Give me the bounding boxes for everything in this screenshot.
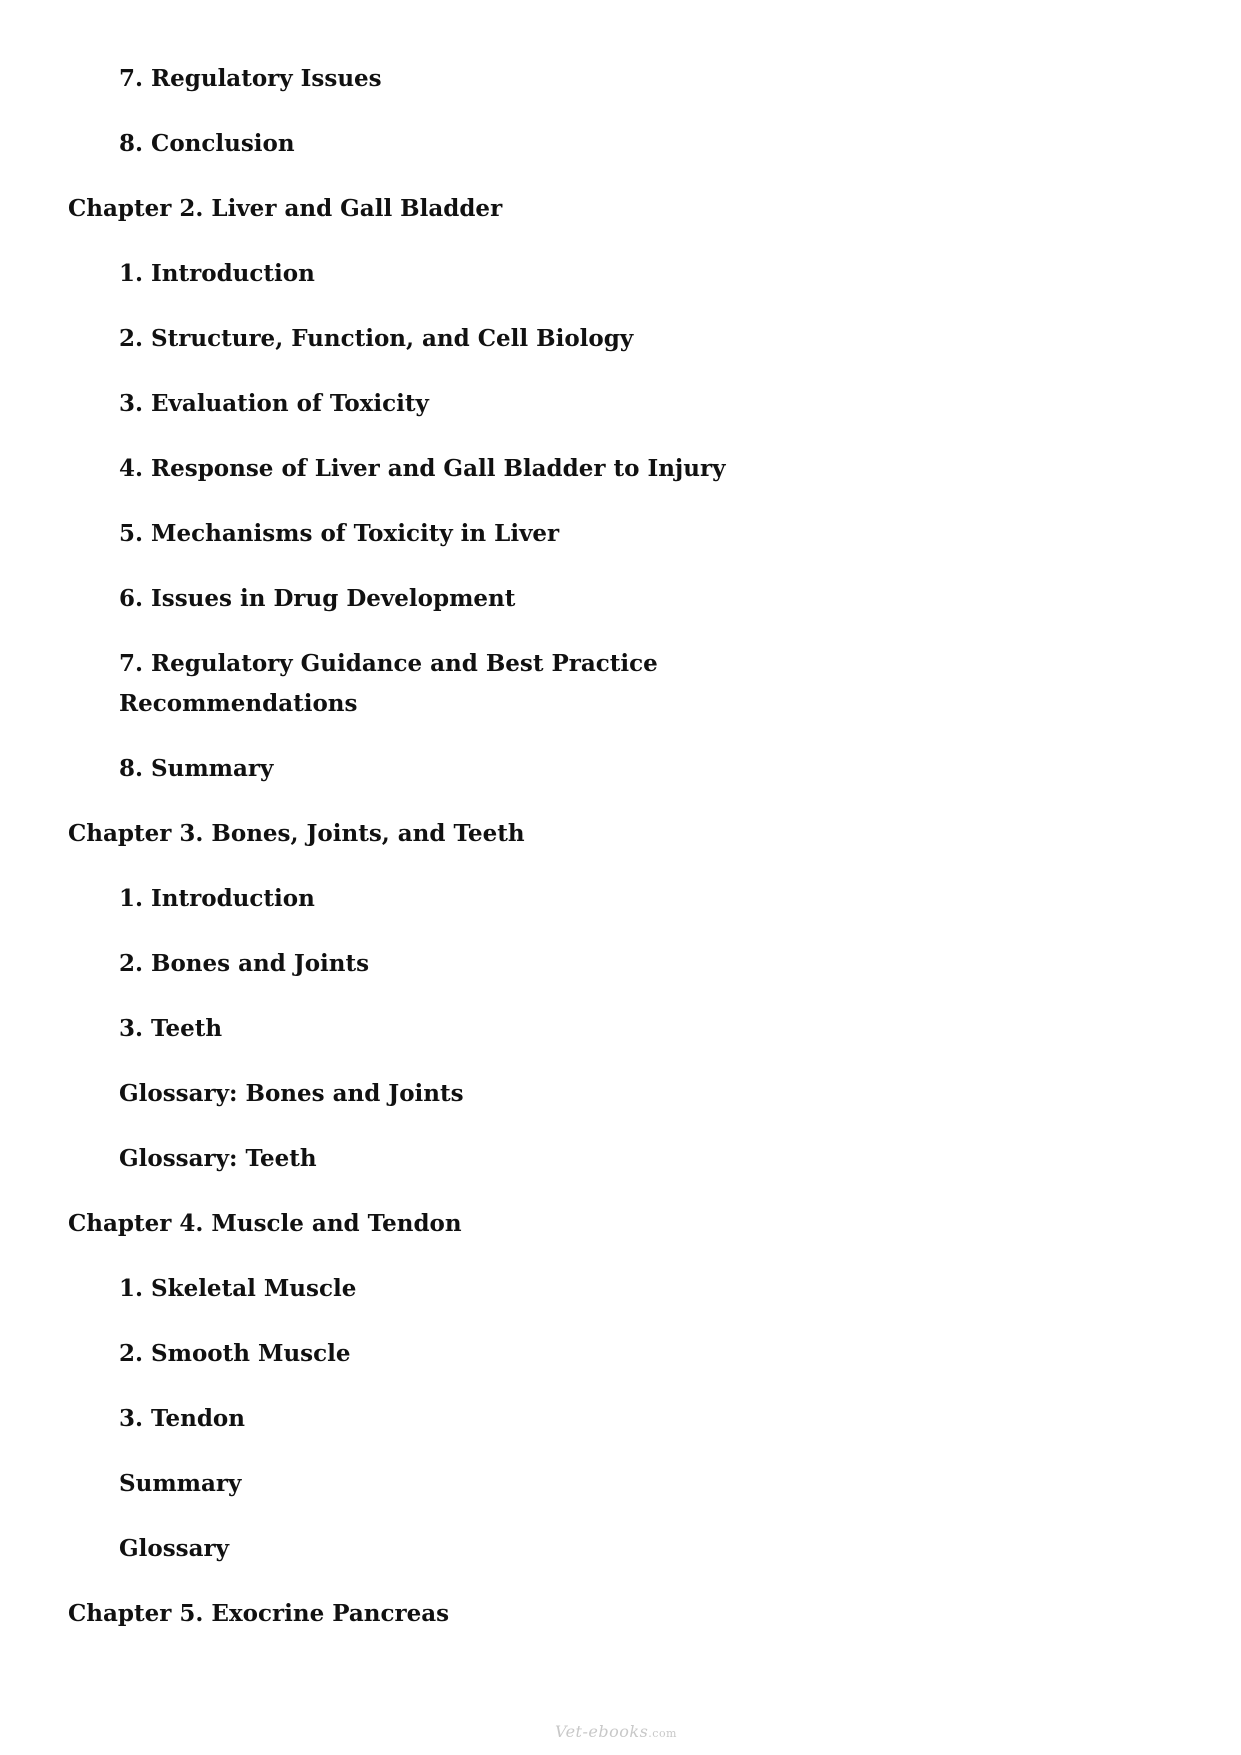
toc-chapter-2[interactable]: Chapter 2. Liver and Gall Bladder: [68, 195, 503, 222]
toc-section-regulatory-guidance[interactable]: 7. Regulatory Guidance and Best Practice: [119, 650, 658, 677]
toc-section-introduction[interactable]: 1. Introduction: [119, 260, 315, 287]
toc-chapter-5[interactable]: Chapter 5. Exocrine Pancreas: [68, 1600, 450, 1627]
toc-section-glossary[interactable]: Glossary: [119, 1535, 230, 1562]
toc-section-evaluation-of-toxicity[interactable]: 3. Evaluation of Toxicity: [119, 390, 429, 417]
watermark-text: Vet-ebooks: [555, 1722, 649, 1741]
watermark-suffix: .com: [648, 1727, 677, 1740]
toc-section-drug-development[interactable]: 6. Issues in Drug Development: [119, 585, 516, 612]
toc-chapter-4[interactable]: Chapter 4. Muscle and Tendon: [68, 1210, 462, 1237]
toc-section-mechanisms-of-toxicity[interactable]: 5. Mechanisms of Toxicity in Liver: [119, 520, 560, 547]
toc-section-smooth-muscle[interactable]: 2. Smooth Muscle: [119, 1340, 351, 1367]
toc-section-regulatory-issues[interactable]: 7. Regulatory Issues: [119, 65, 382, 92]
toc-section-conclusion[interactable]: 8. Conclusion: [119, 130, 295, 157]
toc-section-response-to-injury[interactable]: 4. Response of Liver and Gall Bladder to Injury: [119, 455, 726, 482]
toc-section-structure-function[interactable]: 2. Structure, Function, and Cell Biology: [119, 325, 634, 352]
toc-section-glossary-teeth[interactable]: Glossary: Teeth: [119, 1145, 317, 1172]
toc-section-tendon[interactable]: 3. Tendon: [119, 1405, 245, 1432]
toc-section-skeletal-muscle[interactable]: 1. Skeletal Muscle: [119, 1275, 357, 1302]
toc-section-regulatory-guidance-continued[interactable]: Recommendations: [119, 690, 358, 717]
toc-section-introduction[interactable]: 1. Introduction: [119, 885, 315, 912]
toc-section-teeth[interactable]: 3. Teeth: [119, 1015, 223, 1042]
toc-chapter-3[interactable]: Chapter 3. Bones, Joints, and Teeth: [68, 820, 525, 847]
toc-section-bones-and-joints[interactable]: 2. Bones and Joints: [119, 950, 370, 977]
toc-section-summary[interactable]: Summary: [119, 1470, 242, 1497]
watermark: [555, 1722, 685, 1748]
toc-section-summary[interactable]: 8. Summary: [119, 755, 274, 782]
toc-section-glossary-bones-joints[interactable]: Glossary: Bones and Joints: [119, 1080, 464, 1107]
